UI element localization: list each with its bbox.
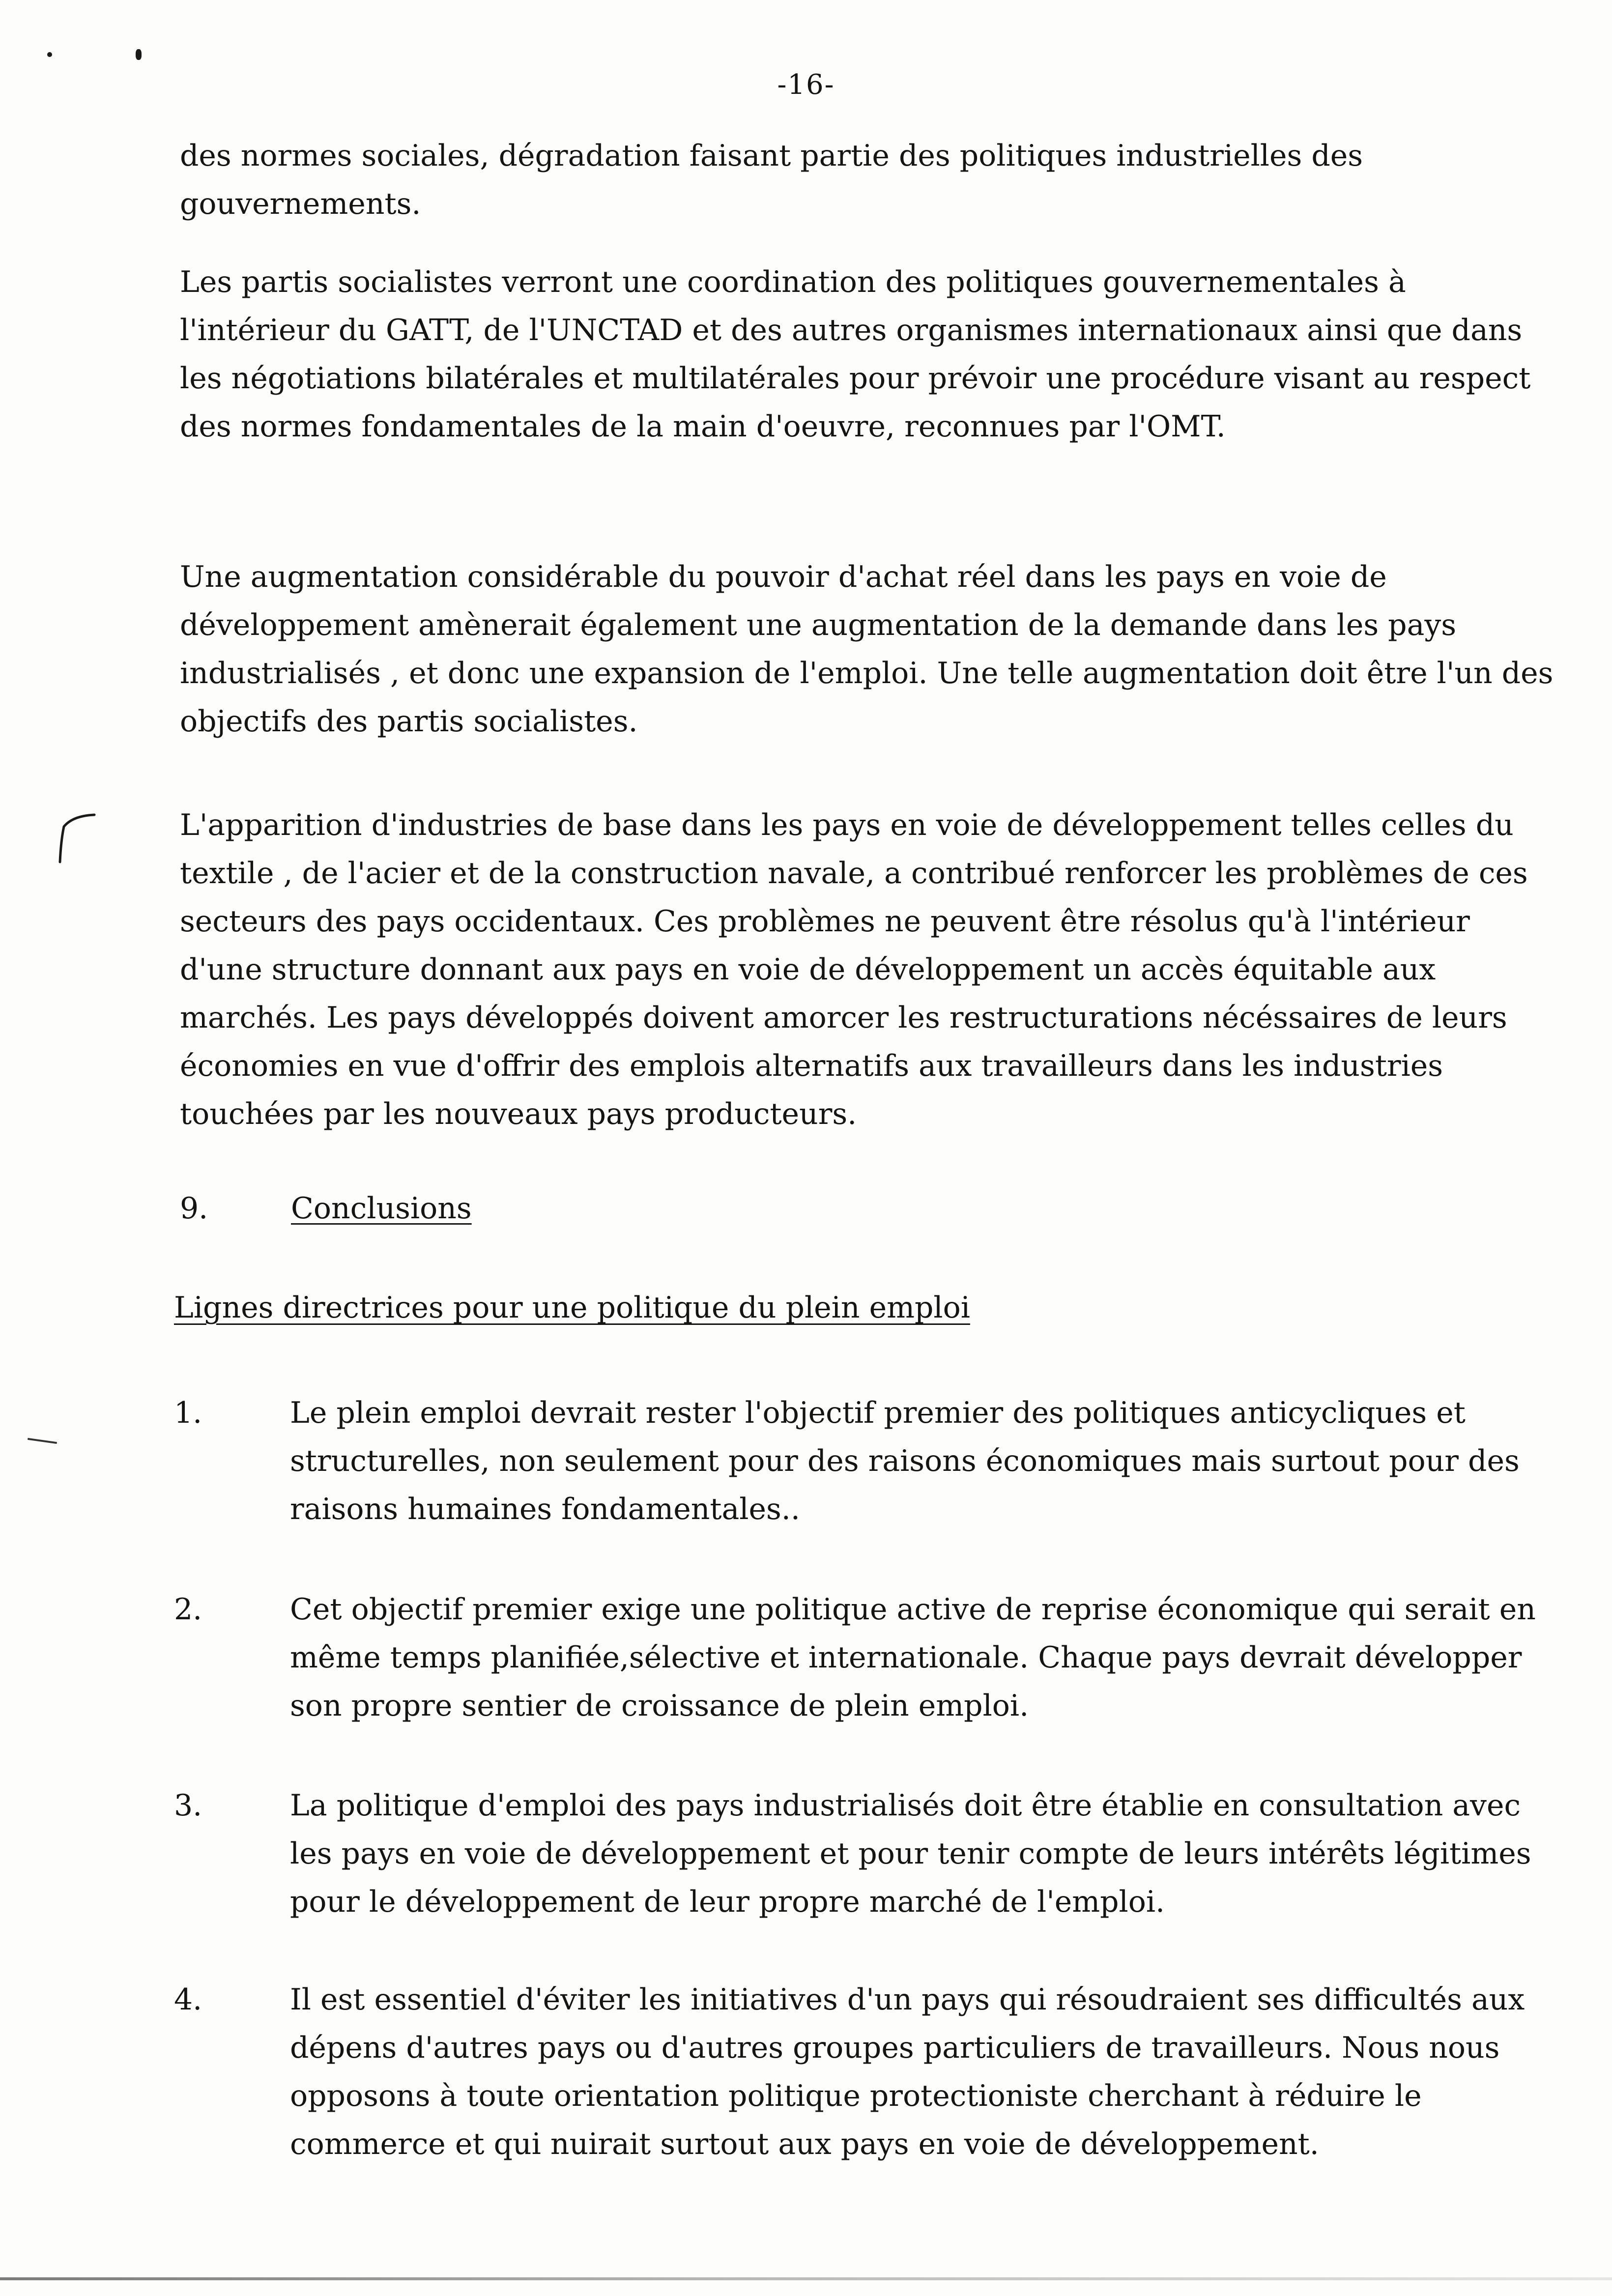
scan-footer-line [0,2277,1612,2280]
list-item-text: La politique d'emploi des pays industrialisés doit être établie en consultation avec les pays en voie de développement et pour tenir compte de leurs intérêts légitimes pour le développement de leur propre marché de l'emploi. [290,1788,1531,1919]
list-item-text: Cet objectif premier exige une politique active de reprise économique qui serait en même temps planifiée,sélective et internationale. Chaque pays devrait développer son propre sentier de croissance de plein emploi. [290,1592,1536,1723]
list-item [174,1585,1560,1730]
section-heading [180,1184,472,1233]
list-item-number: 4. [174,1982,202,2017]
paragraph: Une augmentation considérable du pouvoir d'achat réel dans les pays en voie de développement amènerait également une augmentation de la demande dans les pays industrialisés , et donc une expansion de l'emploi. Une telle augmentation doit être l'un des objectifs des partis socialistes. [180,560,1554,739]
list-item-number: 1. [174,1396,202,1430]
list-item-text: Il est essentiel d'éviter les initiatives d'un pays qui résoudraient ses difficultés aux dépens d'autres pays ou d'autres groupes particuliers de travailleurs. Nous nous opposons à toute orientation politique protectioniste cherchant à réduire le commerce et qui nuirait surtout aux pays en voie de développement. [290,1982,1525,2161]
scan-mark-dot [47,52,52,57]
section-number: 9. [180,1191,208,1226]
list-item-text: Le plein emploi devrait rester l'objectif premier des politiques anticycliques et structurelles, non seulement pour des raisons économiques mais surtout pour des raisons humaines fondamentales.. [290,1396,1520,1526]
paragraph: L'apparition d'industries de base dans les pays en voie de développement telles celles du textile , de l'acier et de la construction navale, a contribué renforcer les problèmes de ces secteurs des pays occidentaux. Ces problèmes ne peuvent être résolus qu'à l'intérieur d'une structure donnant aux pays en voie de développement un accès équitable aux marchés. Les pays développés doivent amorcer les restructurations nécéssaires de leurs économies en vue d'offrir des emplois alternatifs aux travailleurs dans les industries touchées par les nouveaux pays producteurs. [180,808,1528,1131]
scan-mark-dot [136,49,142,60]
list-item-number: 2. [174,1592,202,1627]
list-item [174,1389,1560,1533]
subheading: Lignes directrices pour une politique du plein emploi [174,1291,970,1325]
margin-bracket-mark [53,811,97,865]
list-item [174,1976,1560,2168]
paragraph: des normes sociales, dégradation faisant partie des politiques industrielles des gouvernements. [180,139,1363,221]
section-title: Conclusions [291,1191,472,1226]
list-item [174,1781,1560,1926]
list-item-number: 3. [174,1788,202,1823]
page-number: -16- [777,69,835,101]
paragraph: Les partis socialistes verront une coordination des politiques gouvernementales à l'intérieur du GATT, de l'UNCTAD et des autres organismes internationaux ainsi que dans les négotiations bilatérales et multilatérales pour prévoir une procédure visant au respect des normes fondamentales de la main d'oeuvre, reconnues par l'OMT. [180,265,1531,444]
margin-dash-mark [28,1438,57,1444]
